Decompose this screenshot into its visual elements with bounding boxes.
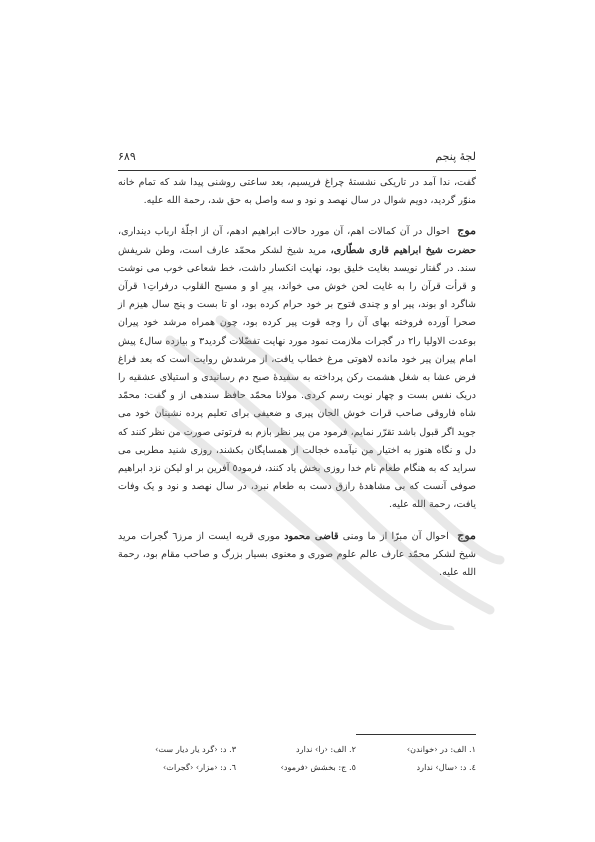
running-header [118, 150, 476, 168]
section-lead: موج [457, 528, 476, 542]
footnotes [118, 740, 476, 776]
paragraph: گفت، ندا آمد در تاریکی نشستهٔ چراغ فریسیم، بعد ساعتی روشنی پیدا شد که تمام خانه منوّر گردید، دویم شوال در سال نهصد و نود و سه واصل به حق شد، رحمة الله علیه. [118, 177, 476, 207]
paragraph [118, 222, 476, 514]
footnote: ٦. د: ‹مزار› ‹گجرات› [162, 762, 237, 772]
footnote-row [118, 740, 476, 758]
paragraph-text: احوال در آن کمالات اهم، آن مورد حالات ابراهیم ادهم، آن از اجلّهٔ ارباب دینداری، [118, 226, 450, 238]
person-name: قاضی محمود [284, 530, 339, 542]
main-text [118, 174, 476, 582]
footnote-rule [356, 734, 476, 735]
paragraph-text: موری قریه ایست از مرز٦ گجرات مرید شیخ لشکر محمّد عارف عالم علوم صوری و معنوی بسیار بزرگ و صاحب مقام بود، رحمة الله علیه. [118, 530, 476, 579]
section-lead: موج [457, 224, 476, 238]
chapter-title: لجهٔ پنجم [435, 150, 476, 163]
footnote: ١. الف: در ‹خواندن› [406, 744, 476, 754]
page-number: ۶۸۹ [118, 150, 136, 163]
footnote: ٣. د: ‹گرد یار دیار ست› [155, 744, 237, 754]
footnote: ٢. الف: ‹را› ندارد [296, 744, 357, 754]
paragraph [118, 527, 476, 583]
paragraph-text: احوال آن مبرّا از ما ومنی [342, 530, 449, 542]
footnote: ٤. د: ‹سال› ندارد [416, 762, 476, 772]
footnote-row [118, 758, 476, 776]
footnote: ٥. ج: بخشش ‹فرمود› [280, 762, 357, 772]
header-rule [118, 170, 476, 171]
paragraph-text: مرید شیخ لشکر محمّد عارف است، وطن شریفش سند. در گفتار نویسد بغایت خلیق بود، نهایت انکسار داشت، خط شعاعی خوب می نوشت و قرأت قرآن را به غایت لحن خوش می خواند، پیرِ او و مسیح القلوب درفراتِ١ قرآن شاگرد او بوند، پیر او و چندی فتوح بر خود حرام کرده بود، او تا بست و پنج سال هیزم از صحرا آورده فروخته بهای آن را وجه قوت پیر کرده بود، چون همراه مرشد خود پیران بوعدت الاولیا را٢ در گجرات ملازمت نمود مورد نهایت تفضّلات گردید٣ و بیازده سال٤ پیش امام پیران پیر خود مانده لاهوتی مرغ خطاب یافت، از مرشدش روایت است که بعد فراغ فرض عشا به شغل هشمت رکن پرداخته به سفیدهٔ صبح دم رسانیدی و استیلای عشقیه را دریک نفس بست و چهار نوبت رسم کردی. مولانا محمّد حافظ سندهی از و گفت: محمّد شاه فاروقی صاحب قرات خوش الحان پیری و ضعیفی برای تعلیم پرده نشینان خود می جوید اگر قبول باشد تقرّر نمایم، فرمود من پیر نظر بازم به فرتوتی صورت من نظر کنند که دل و نگاه هنوز به اختیار من نیآمده خجالت از همسایگان بکشند، روزی شنید مطربی می سراید که به هنگام طعام نام خدا روزی بخش یاد کنند، فرمود٥ آفرین بر او لیکن نزد ابراهیم صوفی آنست که بی مشاهدهٔ رازق دست به طعام نبرد، در سال نهصد و نود و یک وفات یافت، رحمة الله علیه. [118, 244, 477, 511]
person-name: حضرت شیخ ابراهیم قاری شطّاری، [330, 244, 476, 256]
